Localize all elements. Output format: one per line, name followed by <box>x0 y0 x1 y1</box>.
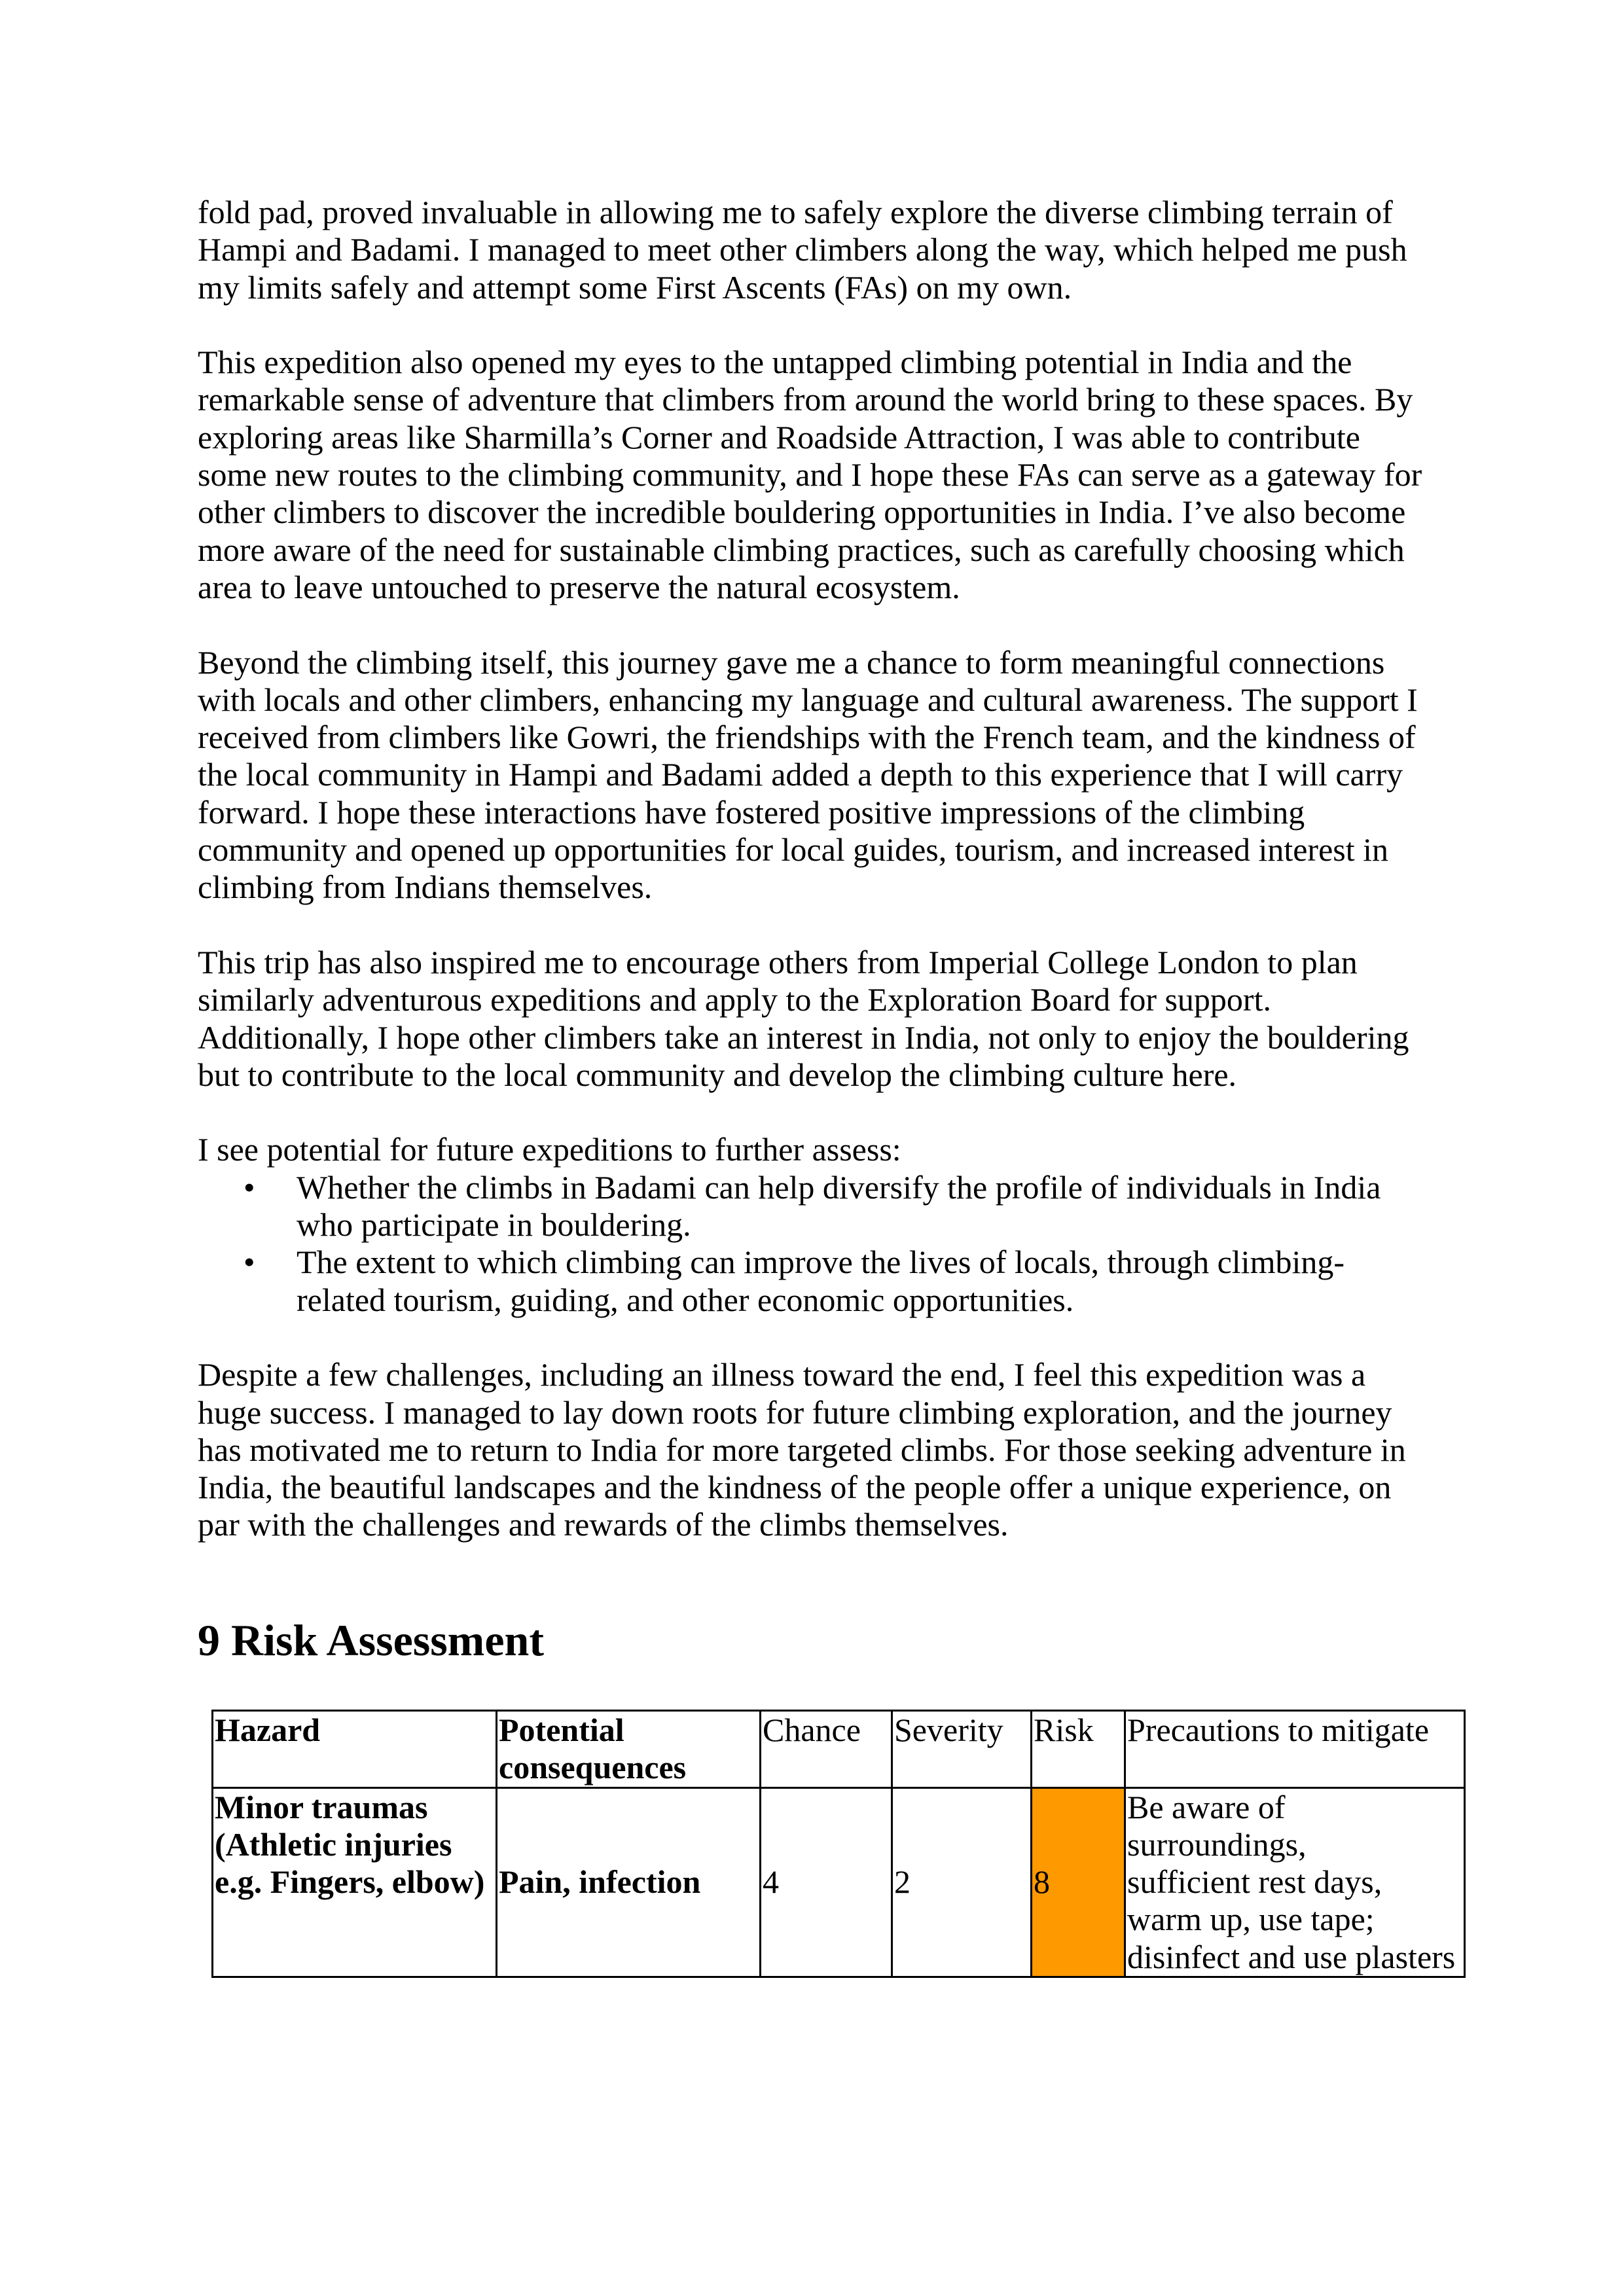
header-precautions: Precautions to mitigate <box>1125 1711 1465 1788</box>
paragraph-connections <box>198 644 1441 906</box>
paragraph-conclusion <box>198 1356 1441 1543</box>
list-item <box>198 1244 1441 1319</box>
text-line: some new routes to the climbing community, and I hope these FAs can serve as a gateway for <box>198 456 1422 493</box>
text-line: exploring areas like Sharmilla’s Corner and Roadside Attraction, I was able to contribute <box>198 418 1360 456</box>
text-line: climbing from Indians themselves. <box>198 869 653 906</box>
section-heading-risk-assessment: 9 Risk Assessment <box>198 1615 544 1665</box>
text-line: the local community in Hampi and Badami added a depth to this experience that I will carry <box>198 756 1403 793</box>
header-severity: Severity <box>892 1711 1032 1788</box>
text-line: remarkable sense of adventure that climbers from around the world bring to these spaces. By <box>198 381 1413 418</box>
text-line: Hampi and Badami. I managed to meet other climbers along the way, which helped me push <box>198 231 1407 268</box>
text-line: related tourism, guiding, and other economic opportunities. <box>297 1281 1074 1318</box>
text-line: fold pad, proved invaluable in allowing me to safely explore the diverse climbing terrain of <box>198 194 1393 230</box>
text-line: forward. I hope these interactions have fostered positive impressions of the climbing <box>198 793 1305 831</box>
cell-spacer <box>215 1901 494 1938</box>
future-intro: I see potential for future expeditions to further assess: <box>198 1131 901 1168</box>
text-line: my limits safely and attempt some First Ascents (FAs) on my own. <box>198 268 1072 306</box>
future-bullet-list <box>198 1169 1441 1319</box>
cell-hazard <box>213 1787 497 1977</box>
paragraph-climbing-potential <box>198 344 1441 606</box>
text-line: more aware of the need for sustainable climbing practices, such as carefully choosing which <box>198 531 1405 568</box>
paragraph-inspiration <box>198 944 1441 1094</box>
text-line: similarly adventurous expeditions and apply to the Exploration Board for support. <box>198 981 1271 1018</box>
text-line: The extent to which climbing can improve the lives of locals, through climbing- <box>297 1244 1345 1281</box>
document-body <box>198 194 1441 1581</box>
header-text: Potential <box>499 1712 624 1748</box>
future-expeditions-section <box>198 1131 1441 1318</box>
table-row <box>213 1787 1465 1977</box>
text-line: area to leave untouched to preserve the natural ecosystem. <box>198 568 960 605</box>
text-line: This trip has also inspired me to encourage others from Imperial College London to plan <box>198 943 1358 980</box>
cell-text: surroundings, <box>1127 1825 1307 1863</box>
text-line: with locals and other climbers, enhancing my language and cultural awareness. The support I <box>198 681 1418 718</box>
text-line: Whether the climbs in Badami can help diversify the profile of individuals in India <box>297 1168 1381 1206</box>
text-line: other climbers to discover the incredible bouldering opportunities in India. I’ve also become <box>198 493 1406 531</box>
bullet-icon: • <box>244 1168 255 1206</box>
text-line: huge success. I managed to lay down roots for future climbing exploration, and the journey <box>198 1393 1392 1431</box>
header-text: Hazard <box>215 1712 321 1748</box>
cell-text: disinfect and use plasters <box>1127 1938 1456 1975</box>
text-line: community and opened up opportunities for local guides, tourism, and increased interest in <box>198 831 1389 869</box>
header-chance: Chance <box>761 1711 892 1788</box>
cell-text: sufficient rest days, <box>1127 1863 1382 1901</box>
text-line: Beyond the climbing itself, this journey gave me a chance to form meaningful connections <box>198 643 1385 681</box>
text-line: This expedition also opened my eyes to the untapped climbing potential in India and the <box>198 344 1352 381</box>
text-line: but to contribute to the local community and develop the climbing culture here. <box>198 1056 1237 1093</box>
cell-risk-score: 8 <box>1032 1787 1125 1977</box>
cell-text: Minor traumas <box>215 1788 428 1825</box>
cell-chance: 4 <box>761 1787 892 1977</box>
list-item <box>198 1169 1441 1244</box>
cell-consequences: Pain, infection <box>497 1787 761 1977</box>
text-line: received from climbers like Gowri, the friendships with the French team, and the kindness of <box>198 719 1416 756</box>
table-header-row <box>213 1711 1465 1788</box>
header-consequences <box>497 1711 761 1788</box>
cell-text: e.g. Fingers, elbow) <box>215 1863 485 1901</box>
bullet-icon: • <box>244 1244 255 1281</box>
header-risk: Risk <box>1032 1711 1125 1788</box>
text-line: Despite a few challenges, including an illness toward the end, I feel this expedition was a <box>198 1356 1366 1393</box>
cell-severity: 2 <box>892 1787 1032 1977</box>
text-line: Additionally, I hope other climbers take an interest in India, not only to enjoy the bouldering <box>198 1018 1409 1056</box>
header-hazard <box>213 1711 497 1788</box>
cell-precautions <box>1125 1787 1465 1977</box>
cell-text: Be aware of <box>1127 1788 1286 1825</box>
risk-assessment-table <box>211 1710 1466 1978</box>
text-line: who participate in bouldering. <box>297 1206 691 1244</box>
text-line: has motivated me to return to India for more targeted climbs. For those seeking adventure in <box>198 1431 1406 1468</box>
cell-spacer <box>215 1939 494 1976</box>
text-line: par with the challenges and rewards of the climbs themselves. <box>198 1506 1009 1543</box>
paragraph-equipment <box>198 194 1441 306</box>
cell-text: (Athletic injuries <box>215 1825 452 1863</box>
header-text: consequences <box>499 1749 687 1786</box>
cell-text: warm up, use tape; <box>1127 1901 1375 1938</box>
text-line: India, the beautiful landscapes and the kindness of the people offer a unique experience, on <box>198 1469 1392 1506</box>
